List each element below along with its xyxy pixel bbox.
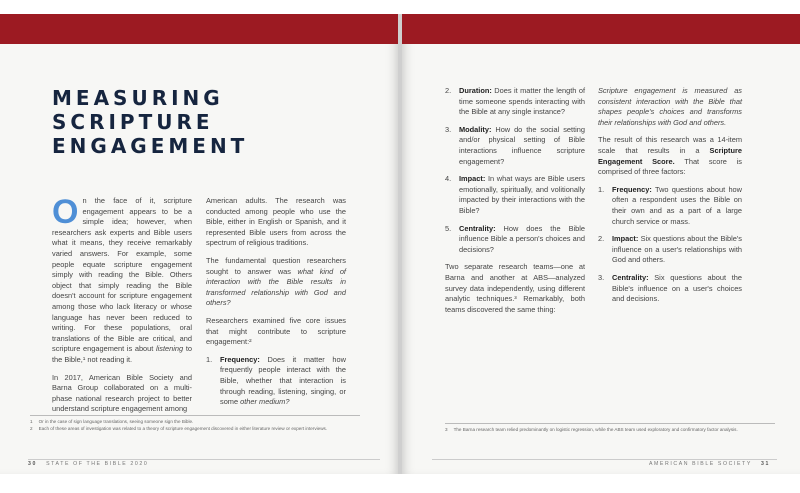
issues-list-continued <box>445 86 585 255</box>
folio-right <box>649 461 770 467</box>
issues-paragraph: Researchers examined five core issues that might contribute to scripture engagement:² <box>206 315 346 347</box>
footnote: 2 Each of these areas of investigation was related to a theory of scripture engagement discovered in either literature review or expert interviews. <box>30 426 328 432</box>
footnote-rule <box>445 423 775 424</box>
list-item: 3. Modality: How do the social setting and/or physical setting of Bible interactions influence scripture engagement? <box>445 124 585 166</box>
title-line-3: ENGAGEMENT <box>52 134 249 158</box>
list-item: 4. Impact: In what ways are Bible users emotionally, spiritually, and volitionally impacted by their interactions with the Bible? <box>445 174 585 215</box>
list-item: 1. Frequency: Does it matter how frequently people interact with the Bible, whether that interaction is through reading, listening, singing, or some other medium? <box>206 354 346 407</box>
title-line-1: MEASURING <box>52 86 224 110</box>
drop-cap: O <box>52 193 79 231</box>
left-column-1 <box>52 193 192 422</box>
left-page <box>0 14 398 474</box>
question-paragraph: The fundamental question researchers sought to answer was what kind of interaction with the Bible results in transformed relationship with God and others? <box>206 255 346 308</box>
factors-list <box>598 185 742 305</box>
list-item: 5. Centrality: How does the Bible influence Bible a person's choices and decisions? <box>445 223 585 254</box>
intro-paragraph: On the face of it, scripture engagement appears to be a simple idea; however, when researchers ask experts and Bible users what it means, they receive remarkably varied answers. For example, some people equate scripture engagement simply with reading the Bible. Others object that simply reading the Bible doesn't account for scripture engagement among those who lack literacy or whose language has never been reduced to writing. For these populations, oral translations of the Bible are critical, and scripture engagement is about listening to the Bible,¹ not reading it. <box>52 193 192 364</box>
page-title <box>52 86 248 158</box>
list-item: 2. Duration: Does it matter the length of time someone spends interacting with the Bible at any single instance? <box>445 86 585 117</box>
running-footer: STATE OF THE BIBLE 2020 <box>46 461 149 467</box>
footnote: 3 The Barna research team relied predominantly on logistic regression, while the ABS team used exploratory and confirmatory factor analysis. <box>445 427 738 432</box>
top-red-band <box>0 14 398 44</box>
list-item: 3. Centrality: Six questions about the Bible's influence on a user's choices and decisions. <box>598 272 742 304</box>
folio-rule <box>432 459 777 460</box>
list-item: 1. Frequency: Two questions about how often a respondent uses the Bible on their own and as a part of a large church service or mass. <box>598 184 742 226</box>
teams-paragraph: Two separate research teams—one at Barna and another at ABS—analyzed survey data independently, using different analytic techniques.³ Remarkably, both teams discovered the same thing: <box>445 262 585 314</box>
page-number: 31 <box>761 461 770 467</box>
left-column-2 <box>206 196 346 415</box>
running-footer: AMERICAN BIBLE SOCIETY <box>648 461 752 467</box>
right-column-2 <box>598 86 742 312</box>
issues-list <box>206 355 346 408</box>
footnote: 1 Or in the case of sign language translations, seeing someone sign the Bible. <box>30 419 194 424</box>
paragraph-2017: In 2017, American Bible Society and Barna Group collaborated on a multi-phase national research project to better understand scripture engagement among <box>52 372 192 414</box>
right-column-1 <box>445 86 585 322</box>
top-red-band <box>402 14 800 44</box>
right-page <box>402 14 800 474</box>
folio-rule <box>28 459 380 460</box>
footnotes-left <box>30 419 370 434</box>
page-number: 30 <box>28 461 37 467</box>
list-item: 2. Impact: Six questions about the Bible's influence on a user's relationships with God and others. <box>598 234 742 265</box>
footnote-rule <box>30 415 360 416</box>
definition-paragraph: Scripture engagement is measured as consistent interaction with the Bible that shapes people's choices and transforms their relationships with God and others. <box>598 86 742 127</box>
title-line-2: SCRIPTURE <box>52 110 214 134</box>
footnotes-right <box>445 427 745 434</box>
research-paragraph: American adults. The research was conducted among people who use the Bible, either in English or Spanish, and it represented Bible users from across the spectrum of religious traditions. <box>206 196 346 248</box>
result-paragraph: The result of this research was a 14-item scale that results in a Scripture Engagement Score. That score is comprised of three factors: <box>598 135 743 177</box>
folio-left <box>28 461 148 467</box>
